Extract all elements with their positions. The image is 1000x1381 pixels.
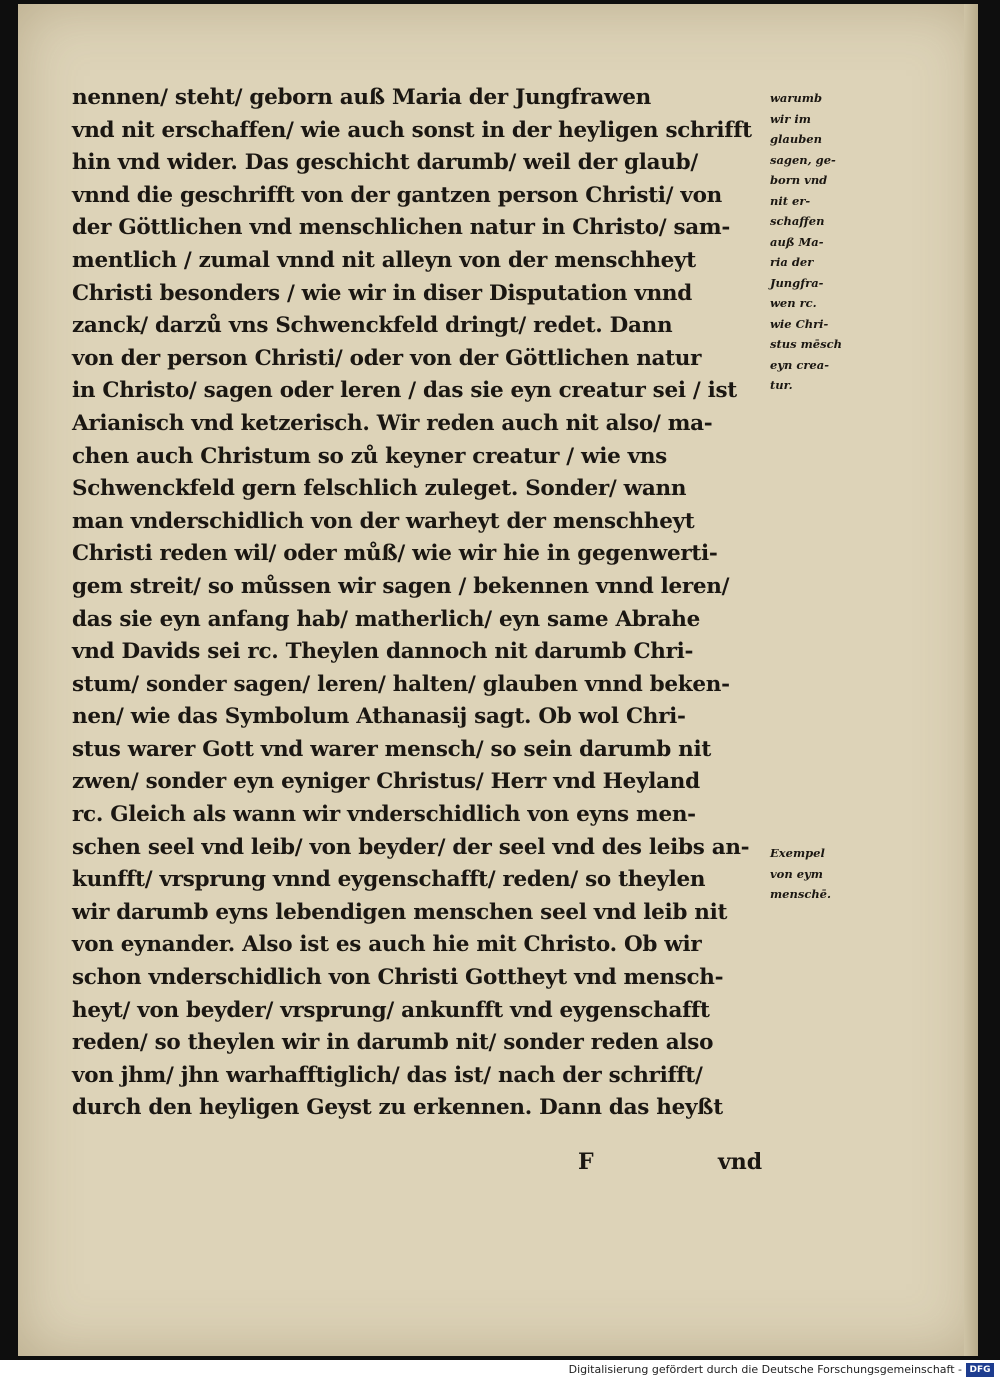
margin-note-line: wie Chri-: [770, 316, 829, 331]
margin-note-line: born vnd: [770, 173, 828, 187]
margin-note-exempel: [770, 843, 870, 905]
text-line: man vnderschidlich von der warheyt der menschheyt: [72, 508, 695, 534]
text-line: nennen/ steht/ geborn auß Maria der Jungfrawen: [72, 85, 651, 110]
text-line: der Göttlichen vnd menschlichen natur in Christo/ sam-: [72, 215, 731, 241]
text-line: chen auch Christum so zů keyner creatur / wie vns: [72, 443, 667, 469]
digitization-footer: [0, 1360, 1000, 1381]
text-line: mentlich / zumal vnnd nit alleyn von der menschheyt: [72, 247, 696, 273]
text-line: Schwenckfeld gern felschlich zuleget. Sonder/ wann: [72, 476, 687, 502]
text-line: stus warer Gott vnd warer mensch/ so sein darumb nit: [72, 736, 712, 762]
margin-note-line: auß Ma-: [770, 234, 824, 249]
text-line: reden/ so theylen wir in darumb nit/ sonder reden also: [72, 1030, 714, 1056]
margin-note-line: ria der: [770, 255, 814, 269]
margin-note-line: Exempel: [770, 846, 825, 860]
text-line: stum/ sonder sagen/ leren/ halten/ glauben vnnd beken-: [72, 671, 730, 697]
text-line: zanck/ darzů vns Schwenckfeld dringt/ redet. Dann: [72, 313, 673, 339]
margin-note-line: wen rc.: [770, 296, 817, 310]
margin-note-line: eyn crea-: [770, 357, 829, 372]
margin-note-line: menschē.: [770, 887, 832, 901]
margin-note-line: tur.: [770, 378, 793, 392]
margin-note-line: Jungfra-: [770, 275, 824, 290]
text-line: das sie eyn anfang hab/ matherlich/ eyn same Abrahe: [72, 606, 700, 632]
text-line: schen seel vnd leib/ von beyder/ der seel vnd des leibs an-: [72, 834, 750, 860]
dfg-logo: DFG: [966, 1363, 994, 1377]
text-line: gem streit/ so můssen wir sagen / bekennen vnnd leren/: [72, 573, 730, 599]
text-line: Christi besonders / wie wir in diser Disputation vnnd: [72, 280, 692, 306]
text-line: von der person Christi/ oder von der Göttlichen natur: [72, 345, 702, 371]
text-line: in Christo/ sagen oder leren / das sie eyn creatur sei / ist: [72, 378, 737, 404]
margin-note-line: sagen, ge-: [770, 152, 836, 167]
text-line: zwen/ sonder eyn eyniger Christus/ Herr vnd Heyland: [72, 769, 700, 795]
margin-note-line: wir im: [770, 111, 811, 126]
margin-note-line: schaffen: [770, 214, 825, 228]
main-text-block: [72, 82, 792, 1125]
catchword: vnd: [718, 1149, 763, 1175]
signature-mark: F: [578, 1149, 594, 1175]
text-line: kunfft/ vrsprung vnnd eygenschafft/ reden/ so theylen: [72, 867, 706, 893]
text-line: von jhm/ jhn warhafftiglich/ das ist/ nach der schrifft/: [72, 1062, 703, 1088]
text-line: wir darumb eyns lebendigen menschen seel vnd leib nit: [72, 899, 728, 925]
text-line: durch den heyligen Geyst zu erkennen. Dann das heyßt: [72, 1095, 723, 1121]
page-edge: [964, 4, 978, 1356]
margin-note-line: glauben: [770, 132, 822, 146]
text-line: schon vnderschidlich von Christi Gottheyt vnd mensch-: [72, 965, 724, 991]
margin-note-line: von eym: [770, 866, 823, 881]
text-line: Arianisch vnd ketzerisch. Wir reden auch nit also/ ma-: [72, 410, 713, 436]
text-line: Christi reden wil/ oder můß/ wie wir hie in gegenwerti-: [72, 541, 718, 567]
margin-note-line: warumb: [770, 91, 822, 105]
text-line: von eynander. Also ist es auch hie mit Christo. Ob wir: [72, 932, 702, 958]
text-line: nen/ wie das Symbolum Athanasij sagt. Ob wol Chri-: [72, 704, 686, 730]
text-line: rc. Gleich als wann wir vnderschidlich von eyns men-: [72, 802, 696, 828]
margin-note-line: stus mēsch: [770, 337, 842, 351]
text-line: vnd Davids sei rc. Theylen dannoch nit darumb Chri-: [72, 639, 694, 665]
margin-note-line: nit er-: [770, 193, 811, 208]
text-line: hin vnd wider. Das geschicht darumb/ weil der glaub/: [72, 150, 698, 176]
text-line: heyt/ von beyder/ vrsprung/ ankunfft vnd eygenschafft: [72, 997, 710, 1023]
margin-note-warumb: [770, 88, 870, 396]
text-line: vnd nit erschaffen/ wie auch sonst in der heyligen schrifft: [72, 117, 752, 143]
footer-credit: Digitalisierung gefördert durch die Deutsche Forschungsgemeinschaft -: [568, 1363, 962, 1376]
text-line: vnnd die geschrifft von der gantzen person Christi/ von: [72, 182, 722, 208]
